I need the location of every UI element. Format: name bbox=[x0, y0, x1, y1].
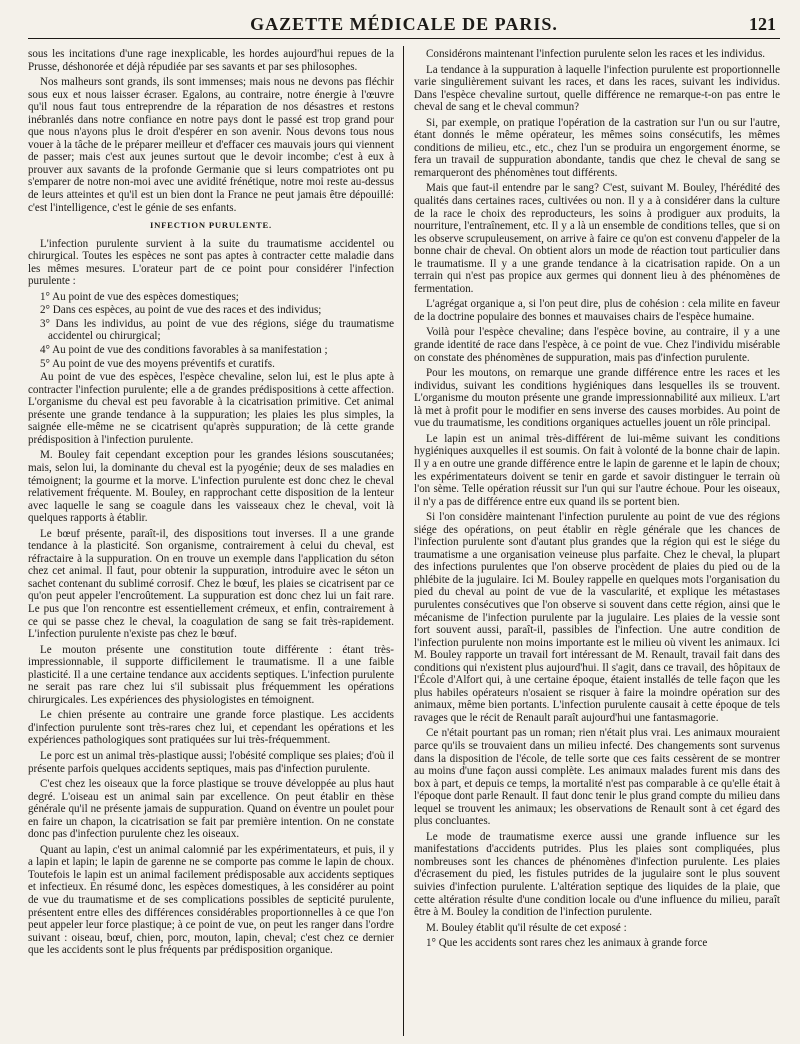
list-item: 2° Dans ces espèces, au point de vue des races et des individus; bbox=[40, 304, 322, 317]
paragraph: L'infection purulente survient à la suite du traumatisme accidentel ou chirurgical. Toutes les espèces ne sont pas aptes à contracter cette maladie dans les mêmes mesures. L'orateur part de ce point pour considérer l'infection purulente : bbox=[28, 237, 394, 288]
paragraph: Le lapin est un animal très-différent de lui-même suivant les conditions hygiéniques auxquelles il est soumis. On fait à volonté de la bonne chair de lapin. Il y a en outre une grande différence entre le lapin de garenne et le lapin de choux; les expérimentateurs doivent se tenir en garde et savoir distinguer le terrain où l'on sème. Telle opération réussit sur l'un qui sur l'autre échoue. Pour les oiseaux, il n'y a pas de différence entre eux quand ils se portent bien. bbox=[414, 432, 780, 508]
paragraph: C'est chez les oiseaux que la force plastique se trouve développée au plus haut degré. L'oiseau est un animal sain par excellence. On peut établir en thèse générale qu'il ne présente jamais de suppuration. Quand on éventre un poulet pour en faire un chapon, la cicatrisation se fait par première intention. On ne constate donc pas d'infection purulente chez les oiseaux. bbox=[28, 778, 394, 841]
paragraph: sous les incitations d'une rage inexplicable, les hordes aujourd'hui repues de la Prusse, déshonorée et déjà répudiée par ses savants et par ses philosophes. bbox=[28, 48, 394, 73]
left-column bbox=[28, 48, 394, 1032]
paragraph: M. Bouley fait cependant exception pour les grandes lésions souscutanées; mais, selon lui, la dominante du cheval est la pyogénie; deux de ses maladies en témoignent; la gourme et la morve. L'infection purulente est donc chez le cheval relativement fréquente. M. Bouley, en rapprochant cette disposition de la lenteur avec laquelle le sang se coagule dans les vaisseaux chez le cheval, voit là quelques rapports à établir. bbox=[28, 449, 394, 525]
list-item: 5° Au point de vue des moyens préventifs et curatifs. bbox=[40, 357, 275, 370]
journal-title: GAZETTE MÉDICALE DE PARIS. bbox=[250, 14, 558, 34]
paragraph: La tendance à la suppuration à laquelle l'infection purulente est proportionnelle varie singulièrement suivant les races, et dans les races, suivant les individus. Dans l'espèce chevaline surtout, quelle différence ne remarque-t-on pas entre le cheval de sang et le cheval commun? bbox=[414, 63, 780, 114]
paragraph: L'agrégat organique a, si l'on peut dire, plus de cohésion : cela milite en faveur de la doctrine populaire des bonnes et mauvaises chairs de l'espèce humaine. bbox=[414, 298, 780, 323]
column-divider bbox=[403, 46, 404, 1036]
paragraph: Considérons maintenant l'infection purulente selon les races et les individus. bbox=[426, 48, 766, 60]
paragraph: Au point de vue des espèces, l'espèce chevaline, selon lui, est le plus apte à contracter l'infection purulente; elle a de grandes prédispositions à cette affection. L'organisme du cheval est peu favorable à la cicatrisation primitive. Cet animal présente une grande tendance à la suppuration; les plaies les plus simples, la saignée elle-même ne se cicatrisent qu'après suppuration; de là cette grande prédisposition à l'infection purulente. bbox=[28, 371, 394, 446]
paragraph: M. Bouley établit qu'il résulte de cet exposé : bbox=[426, 921, 627, 934]
paragraph: Le bœuf présente, paraît-il, des dispositions tout inverses. Il a une grande tendance à la plasticité. Son organisme, contrairement à celui du cheval, est réfractaire à la suppuration. On en trouve un exemple dans l'application du séton chez cet animal. Il faut, pour obtenir la suppuration, introduire avec le séton un sachet contenant du sublimé corrosif. Chez le bœuf, les plaies se cicatrisent par ce qu'on peut appeler l'encroûtement. La suppuration est donc chez lui un fait rare. Le pus que l'on rencontre est essentiellement crémeux, et enfin, contrairement à ce qui se passe chez le cheval, la coagulation de sang se fait très-rapidement. L'infection purulente n'existe pas chez le bœuf. bbox=[28, 527, 394, 641]
paragraph: Mais que faut-il entendre par le sang? C'est, suivant M. Bouley, l'hérédité des qualités dans certaines races, cultivées ou non. Il y a à considérer dans la culture de la race le choix des reproducteurs, les soins à prodiguer aux produits, la nourriture, l'entraînement, etc. Il y a là un ensemble de conditions telles, que si on les observe scrupuleusement, on arrive à faire ce qu'on est convenu d'appeler de la bonne chair de cheval. On obtient alors un mode de réaction tout particulier dans le traumatisme. Il y a une grande tendance à la cicatrisation rapide. On a un terrain qui n'est pas propice aux germes qui donnent lieu à des phénomènes de fermentation. bbox=[414, 182, 780, 295]
page-number: 121 bbox=[749, 14, 776, 34]
paragraph: Le mouton présente une constitution toute différente : étant très-impressionnable, il supporte difficilement le traumatisme. Il a une faible plasticité. Il a une certaine tendance aux accidents septiques. L'infection purulente ne serait pas rare chez lui s'il subissait plus fréquemment les opérations chirurgicales. Les expériences des physiologistes en témoignent. bbox=[28, 643, 394, 706]
list-item: 4° Au point de vue des conditions favorables à sa manifestation ; bbox=[40, 344, 328, 357]
paragraph: Le porc est un animal très-plastique aussi; l'obésité complique ses plaies; d'où il présente parfois quelques accidents septiques, mais pas d'infection purulente. bbox=[28, 749, 394, 775]
section-heading: INFECTION PURULENTE. bbox=[149, 220, 272, 231]
paragraph: Ce n'était pourtant pas un roman; rien n'était plus vrai. Les animaux mouraient parce qu'ils se trouvaient dans un milieu infecté. Des changements sont survenus dans la disposition de l'école, de telle sorte que ces faits cessèrent de se montrer au moins d'une façon aussi complète. Les animaux malades furent mis dans des box à part, et depuis ce temps, la mortalité n'est pas comparable à ce qu'elle était à l'époque dont parle Renault. Il faut donc tenir le plus grand compte du milieu dans lequel se trouvent les animaux; les observations de Renault sont à cet égard des plus concluantes. bbox=[414, 727, 780, 828]
paragraph: Voilà pour l'espèce chevaline; dans l'espèce bovine, au contraire, il y a une grande identité de race dans l'espèce, à ce point de vue. Chez l'individu misérable on constate des phénomènes de suppuration, mais pas d'infection purulente. bbox=[414, 326, 780, 364]
paragraph: Pour les moutons, on remarque une grande différence entre les races et les individus, suivant les conditions hygiéniques dans lesquelles ils se trouvent. L'organisme du mouton présente une grande impressionnabilité aux milieux. L'art là met à profit pour le modifier en sens inverse des causes morbides. Au point de vue du traumatisme, les conditions organiques actuelles jouent un rôle principal. bbox=[414, 367, 780, 430]
right-column bbox=[414, 48, 780, 1032]
paragraph: Le chien présente au contraire une grande force plastique. Les accidents d'infection purulente sont très-rares chez lui, et cependant les opérations et les expériences pathologiques sont pratiquées sur lui très-fréquemment. bbox=[28, 709, 394, 747]
paragraph: 1° Que les accidents sont rares chez les animaux à grande force bbox=[426, 937, 708, 950]
paragraph: Si, par exemple, on pratique l'opération de la castration sur l'un ou sur l'autre, étant donnés le même opérateur, les mêmes soins consécutifs, les mêmes conditions de milieu, etc., etc., chez l'un se produira un engorgement énorme, se fera un travail de suppuration abondante, tandis que chez le cheval de sang se remarqueront des phénomènes tout différents. bbox=[414, 116, 780, 179]
page-header bbox=[28, 12, 780, 39]
paragraph: Le mode de traumatisme exerce aussi une grande influence sur les manifestations d'accidents putrides. Plus les plaies sont compliquées, plus nombreuses sont les chances de phénomènes d'infection purulente. Les plaies d'écrasement du pied, les fistules putrides de la jugulaire sont le plus souvent suivies d'infection purulente. L'altération septique des liquides de la plaie, que cette altération résulte d'une condition locale ou d'une influence du milieu, paraît être à M. Bouley la condition de l'infection purulente. bbox=[414, 830, 780, 919]
paragraph: Nos malheurs sont grands, ils sont immenses; mais nous ne devons pas fléchir sous eux et nous laisser écraser. Egalons, au contraire, notre énergie à l'œuvre qu'il nous faut tous entreprendre de la réparation de nos désastres et restons inébranlés dans notre confiance en notre pays dont le passé est trop grand pour que nous n'ayons plus le droit d'espérer en son avenir. Nous devons tous nous vouer à la tâche de le préparer meilleur et d'effacer ces mauvais jours qui viennent de passer; mais c'est aux jeunes surtout que le devoir incombe; c'est à eux à prouver aux savants de la profonde Germanie que si leurs compatriotes ont pu s'emparer de notre non-moi avec une avidité frénétique, notre moi reste au-dessus de leurs atteintes et qu'il est un bien dont la France ne peut jamais être dépouillé: c'est l'intelligence, c'est le génie de ses enfants. bbox=[28, 76, 394, 214]
list-item: 3° Dans les individus, au point de vue des régions, siége du traumatisme accidentel ou chirurgical; bbox=[40, 317, 394, 343]
list-item: 1° Au point de vue des espèces domestiques; bbox=[40, 290, 239, 303]
paragraph: Quant au lapin, c'est un animal calomnié par les expérimentateurs, et puis, il y a lapin et lapin; le lapin de garenne ne se comporte pas comme le lapin de choux. Toutefois le lapin est un animal facilement prédisposable aux accidents septiques et infectieux. En résumé donc, les espèces domestiques, à les considérer au point de vue du traumatisme et de ses complications possibles de septicité purulente, présentent entre elles des différences considérables proportionnelles à ce que l'on peut appeler leur force plastique; à ce point de vue, on peut les ranger dans l'ordre suivant : oiseau, bœuf, chien, porc, mouton, lapin, cheval; c'est chez ce dernier que les accidents sont le plus fréquents par prédisposition organique. bbox=[28, 843, 394, 957]
paragraph: Si l'on considère maintenant l'infection purulente au point de vue des régions siége des opérations, on peut établir en règle générale que les chances de l'infection purulente sont d'autant plus grandes que la région qui est le siége du traumatisme a une organisation veineuse plus parfaite. Chez le cheval, la plupart des infections purulentes que l'on observe procèdent de plaies du pied ou de la phlébite de la jugulaire. Ici M. Bouley rappelle en quelques mots l'organisation du pied du cheval au point de vue de la vascularité, et explique les métastases purulentes consécutives que l'on observe si souvent dans cette région, ainsi que le mécanisme de l'infection purulente par la jugulaire. Les plaies de la vessie sont fort souvent aussi, paraît-il, passibles de l'infection. Une autre condition de l'infection purulente non moins importante est le milieu où vivent les animaux. Ici M. Bouley rapporte un travail fort intéressant de M. Renault, travail fait dans des conditions qui n'existent plus aujourd'hui. Il s'agit, dans ce travail, des hôpitaux de l'École d'Alfort qui, à une certaine époque, étaient installés de telle façon que les plus habiles opérateurs n'osaient se risquer à faire la moindre opération sur des animaux, même bien portants. L'infection purulente causait à cette époque de tels ravages que le récit de Renault paraît aujourd'hui une fantasmagorie. bbox=[414, 511, 780, 724]
